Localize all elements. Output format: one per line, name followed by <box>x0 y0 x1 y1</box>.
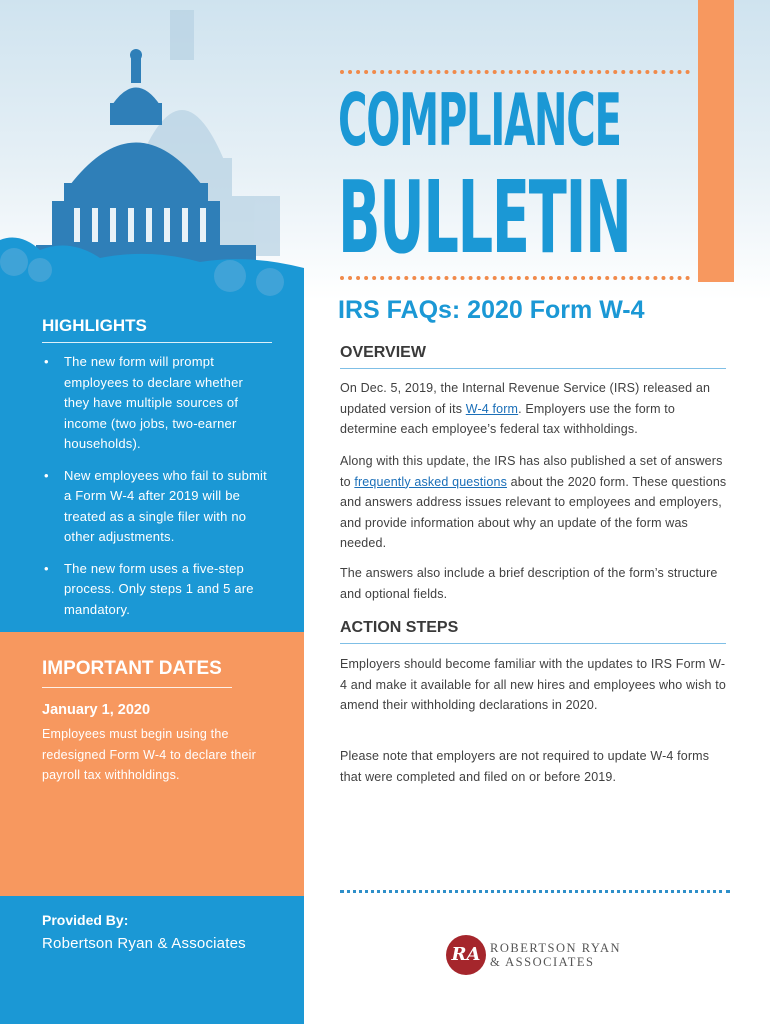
action-steps-heading: ACTION STEPS <box>340 619 459 636</box>
faq-link[interactable]: frequently asked questions <box>354 474 507 489</box>
provided-by-label: Provided By: <box>42 912 129 928</box>
overview-heading: OVERVIEW <box>340 344 426 361</box>
logo-text <box>490 941 621 969</box>
w4-form-link[interactable]: W-4 form <box>465 401 519 416</box>
action-steps-paragraph-1: Employers should become familiar with the updates to IRS Form W-4 and make it available for all new hires and employees who wish to amend their withholding declarations in 2020. <box>340 657 726 712</box>
capitol-building-image <box>0 0 320 330</box>
highlights-heading: HIGHLIGHTS <box>42 316 147 335</box>
logo-line-2: & ASSOCIATES <box>490 955 595 969</box>
logo-mark: RA <box>446 935 486 975</box>
list-item: • The new form will prompt employees to declare whether they have multiple sources of income (two jobs, two-earner households). <box>42 352 272 455</box>
highlights-list <box>42 352 272 631</box>
important-dates-rule <box>42 687 232 688</box>
logo-line-1: ROBERTSON RYAN <box>490 941 622 955</box>
important-date-text: Employees must begin using the redesigned Form W-4 to declare their payroll tax withholdings. <box>42 727 257 782</box>
masthead-line-2: BULLETIN <box>338 159 631 276</box>
page-title: IRS FAQs: 2020 Form W-4 <box>338 296 645 324</box>
overview-paragraph-2: Along with this update, the IRS has also published a set of answers to frequently asked questions about the 2020 form. These questions and answers address issues relevant to employees and employers, and provide information about why an update of the form was needed. <box>340 454 727 550</box>
important-date: January 1, 2020 <box>42 702 151 718</box>
accent-bar <box>698 0 734 282</box>
company-logo <box>446 935 626 981</box>
overview-rule <box>340 368 726 369</box>
action-steps-paragraph-2: Please note that employers are not required to update W-4 forms that were completed and filed on or before 2019. <box>340 749 710 784</box>
overview-paragraph-3: The answers also include a brief description of the form’s structure and optional fields. <box>340 566 718 601</box>
dotted-divider-top <box>340 70 690 74</box>
masthead-line-1: COMPLIANCE <box>338 78 621 162</box>
provider-name: Robertson Ryan & Associates <box>42 935 246 952</box>
action-steps-rule <box>340 643 726 644</box>
list-item: • New employees who fail to submit a Form W-4 after 2019 will be treated as a single filer with no other adjustments. <box>42 466 272 548</box>
overview-paragraph-1: On Dec. 5, 2019, the Internal Revenue Service (IRS) released an updated version of its W-4 form. Employers use the form to determine each employee’s federal tax withholdings. <box>340 381 711 436</box>
dotted-divider-middle <box>340 276 690 280</box>
important-dates-heading: IMPORTANT DATES <box>42 658 222 679</box>
highlights-rule <box>42 342 272 343</box>
dotted-divider-bottom <box>340 890 730 893</box>
list-item: • The new form uses a five-step process. Only steps 1 and 5 are mandatory. <box>42 559 272 621</box>
